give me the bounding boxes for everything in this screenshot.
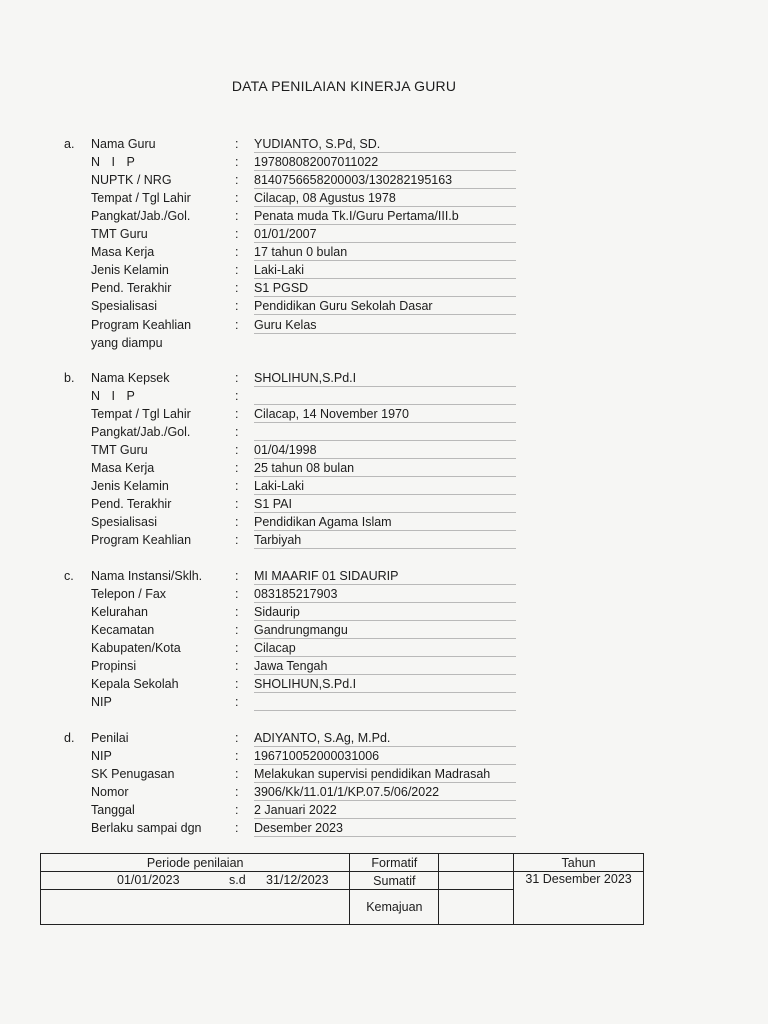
- form-row-a-8: [0, 279, 768, 297]
- field-label: Penilai: [91, 731, 129, 745]
- form-row-c-3: [0, 621, 768, 639]
- colon-separator: :: [235, 641, 239, 656]
- field-value: SHOLIHUN,S.Pd.I: [254, 677, 357, 692]
- form-row-a-1: [0, 153, 768, 171]
- field-label: Kabupaten/Kota: [91, 641, 181, 656]
- field-value: Guru Kelas: [254, 317, 317, 332]
- field-underline: [254, 548, 516, 549]
- field-value: Tarbiyah: [254, 533, 302, 548]
- colon-separator: :: [235, 623, 239, 638]
- section-letter-a: a.: [64, 137, 75, 151]
- form-row-a-5: [0, 225, 768, 243]
- field-label: Program Keahlian: [91, 533, 192, 548]
- form-row-a-10: [0, 316, 768, 334]
- colon-separator: :: [235, 587, 239, 602]
- form-row-b-0: [0, 369, 768, 387]
- form-row-c-5: [0, 657, 768, 675]
- colon-separator: :: [235, 425, 239, 440]
- colon-separator: :: [235, 605, 239, 620]
- field-value: Desember 2023: [254, 821, 343, 836]
- field-label: Spesialisasi: [91, 299, 158, 314]
- field-value: S1 PAI: [254, 497, 292, 512]
- colon-separator: :: [235, 479, 239, 494]
- tahun-value: 31 Desember 2023: [514, 872, 644, 925]
- sd-label: s.d: [229, 873, 246, 887]
- colon-separator: :: [235, 299, 239, 314]
- field-value: S1 PGSD: [254, 281, 309, 296]
- field-label: Kelurahan: [91, 605, 148, 620]
- field-underline: [254, 710, 516, 711]
- field-value: 2 Januari 2022: [254, 803, 337, 818]
- field-label: Spesialisasi: [91, 515, 158, 530]
- colon-separator: :: [235, 731, 239, 745]
- field-value: Pendidikan Guru Sekolah Dasar: [254, 299, 433, 314]
- field-value: 17 tahun 0 bulan: [254, 245, 348, 260]
- end-date: 31/12/2023: [266, 873, 329, 887]
- field-value: 01/04/1998: [254, 443, 317, 458]
- field-value: 25 tahun 08 bulan: [254, 461, 355, 476]
- field-label: Nama Kepsek: [91, 371, 170, 385]
- periode-table: [40, 853, 644, 925]
- field-label: TMT Guru: [91, 227, 148, 242]
- field-label: Tanggal: [91, 803, 135, 818]
- field-value: Penata muda Tk.I/Guru Pertama/III.b: [254, 209, 459, 224]
- colon-separator: :: [235, 209, 239, 224]
- section-letter-c: c.: [64, 569, 74, 583]
- field-label: Kepala Sekolah: [91, 677, 179, 692]
- field-label: Pangkat/Jab./Gol.: [91, 209, 191, 224]
- form-row-b-3: [0, 423, 768, 441]
- form-row-c-6: [0, 675, 768, 693]
- form-row-d-5: [0, 819, 768, 837]
- field-value: MI MAARIF 01 SIDAURIP: [254, 569, 399, 583]
- field-label: SK Penugasan: [91, 767, 175, 782]
- form-row-b-4: [0, 441, 768, 459]
- kemajuan-label: Kemajuan: [350, 890, 439, 925]
- colon-separator: :: [235, 515, 239, 530]
- form-row-d-0: [0, 729, 768, 747]
- field-label: Kecamatan: [91, 623, 155, 638]
- form-row-a-11: [0, 334, 768, 352]
- sumatif-check-cell: [439, 872, 514, 890]
- field-value: Cilacap: [254, 641, 296, 656]
- field-label: Pend. Terakhir: [91, 497, 172, 512]
- colon-separator: :: [235, 749, 239, 764]
- table-row: [41, 872, 644, 890]
- field-label: Nama Guru: [91, 137, 156, 151]
- colon-separator: :: [235, 443, 239, 458]
- colon-separator: :: [235, 227, 239, 242]
- colon-separator: :: [235, 371, 239, 385]
- field-value: Cilacap, 08 Agustus 1978: [254, 191, 396, 206]
- form-row-b-7: [0, 495, 768, 513]
- colon-separator: :: [235, 677, 239, 692]
- form-row-b-9: [0, 531, 768, 549]
- field-label: N I P: [91, 155, 139, 170]
- form-row-d-1: [0, 747, 768, 765]
- field-value: 083185217903: [254, 587, 338, 602]
- section-letter-d: d.: [64, 731, 75, 745]
- colon-separator: :: [235, 659, 239, 674]
- form-row-a-9: [0, 297, 768, 315]
- field-label: Nama Instansi/Sklh.: [91, 569, 203, 583]
- field-label: Berlaku sampai dgn: [91, 821, 202, 836]
- field-value: Pendidikan Agama Islam: [254, 515, 392, 530]
- form-row-a-4: [0, 207, 768, 225]
- field-label: Masa Kerja: [91, 245, 155, 260]
- field-label: Nomor: [91, 785, 129, 800]
- form-row-a-3: [0, 189, 768, 207]
- formatif-check-cell: [439, 854, 514, 872]
- field-label: Tempat / Tgl Lahir: [91, 407, 191, 422]
- form-row-c-7: [0, 693, 768, 711]
- form-row-b-6: [0, 477, 768, 495]
- colon-separator: :: [235, 155, 239, 170]
- colon-separator: :: [235, 785, 239, 800]
- start-date: 01/01/2023: [117, 873, 180, 887]
- colon-separator: :: [235, 389, 239, 404]
- field-value: Jawa Tengah: [254, 659, 328, 674]
- colon-separator: :: [235, 767, 239, 782]
- field-label: Pend. Terakhir: [91, 281, 172, 296]
- formatif-label: Formatif: [350, 854, 439, 872]
- form-row-c-4: [0, 639, 768, 657]
- form-row-c-0: [0, 567, 768, 585]
- field-value: Melakukan supervisi pendidikan Madrasah: [254, 767, 491, 782]
- colon-separator: :: [235, 533, 239, 548]
- field-label: Jenis Kelamin: [91, 479, 169, 494]
- form-row-b-5: [0, 459, 768, 477]
- field-value: 8140756658200003/130282195163: [254, 173, 453, 188]
- sumatif-label: Sumatif: [350, 872, 439, 890]
- field-value: 01/01/2007: [254, 227, 317, 242]
- colon-separator: :: [235, 821, 239, 836]
- field-value: Laki-Laki: [254, 263, 305, 278]
- tahun-header: Tahun: [514, 854, 644, 872]
- form-row-b-8: [0, 513, 768, 531]
- form-row-d-3: [0, 783, 768, 801]
- field-underline: [254, 836, 516, 837]
- colon-separator: :: [235, 803, 239, 818]
- field-label: TMT Guru: [91, 443, 148, 458]
- field-label: NUPTK / NRG: [91, 173, 172, 188]
- colon-separator: :: [235, 695, 239, 710]
- field-value: YUDIANTO, S.Pd, SD.: [254, 137, 381, 151]
- form-row-a-6: [0, 243, 768, 261]
- field-label: Telepon / Fax: [91, 587, 167, 602]
- colon-separator: :: [235, 461, 239, 476]
- colon-separator: :: [235, 137, 239, 151]
- field-label: NIP: [91, 749, 112, 764]
- field-label: NIP: [91, 695, 112, 710]
- field-label: N I P: [91, 389, 139, 404]
- form-row-b-2: [0, 405, 768, 423]
- field-label: Program Keahlian: [91, 317, 192, 332]
- colon-separator: :: [235, 497, 239, 512]
- field-label: Pangkat/Jab./Gol.: [91, 425, 191, 440]
- periode-dates: [41, 872, 350, 890]
- field-value: 197808082007011022: [254, 155, 379, 170]
- section-letter-b: b.: [64, 371, 75, 385]
- colon-separator: :: [235, 281, 239, 296]
- field-label: Propinsi: [91, 659, 137, 674]
- periode-header: Periode penilaian: [41, 854, 350, 872]
- form-row-c-2: [0, 603, 768, 621]
- field-value: Gandrungmangu: [254, 623, 348, 638]
- field-value: Sidaurip: [254, 605, 300, 620]
- field-value: SHOLIHUN,S.Pd.I: [254, 371, 357, 385]
- colon-separator: :: [235, 191, 239, 206]
- form-row-a-2: [0, 171, 768, 189]
- form-row-a-0: [0, 135, 768, 153]
- colon-separator: :: [235, 317, 239, 332]
- form-row-c-1: [0, 585, 768, 603]
- colon-separator: :: [235, 569, 239, 583]
- colon-separator: :: [235, 263, 239, 278]
- kemajuan-check-cell: [439, 890, 514, 925]
- field-value: 3906/Kk/11.01/1/KP.07.5/06/2022: [254, 785, 440, 800]
- form-row-d-4: [0, 801, 768, 819]
- colon-separator: :: [235, 245, 239, 260]
- field-label: Tempat / Tgl Lahir: [91, 191, 191, 206]
- field-label: Jenis Kelamin: [91, 263, 169, 278]
- field-value: Cilacap, 14 November 1970: [254, 407, 409, 422]
- form-row-b-1: [0, 387, 768, 405]
- form-row-a-7: [0, 261, 768, 279]
- colon-separator: :: [235, 407, 239, 422]
- field-label: Masa Kerja: [91, 461, 155, 476]
- field-value: Laki-Laki: [254, 479, 305, 494]
- colon-separator: :: [235, 173, 239, 188]
- field-value: 196710052000031006: [254, 749, 380, 764]
- field-label: yang diampu: [91, 335, 163, 350]
- field-value: ADIYANTO, S.Ag, M.Pd.: [254, 731, 391, 745]
- page-title: DATA PENILAIAN KINERJA GURU: [231, 78, 457, 94]
- form-row-d-2: [0, 765, 768, 783]
- table-row: [41, 854, 644, 872]
- empty-cell: [41, 890, 350, 925]
